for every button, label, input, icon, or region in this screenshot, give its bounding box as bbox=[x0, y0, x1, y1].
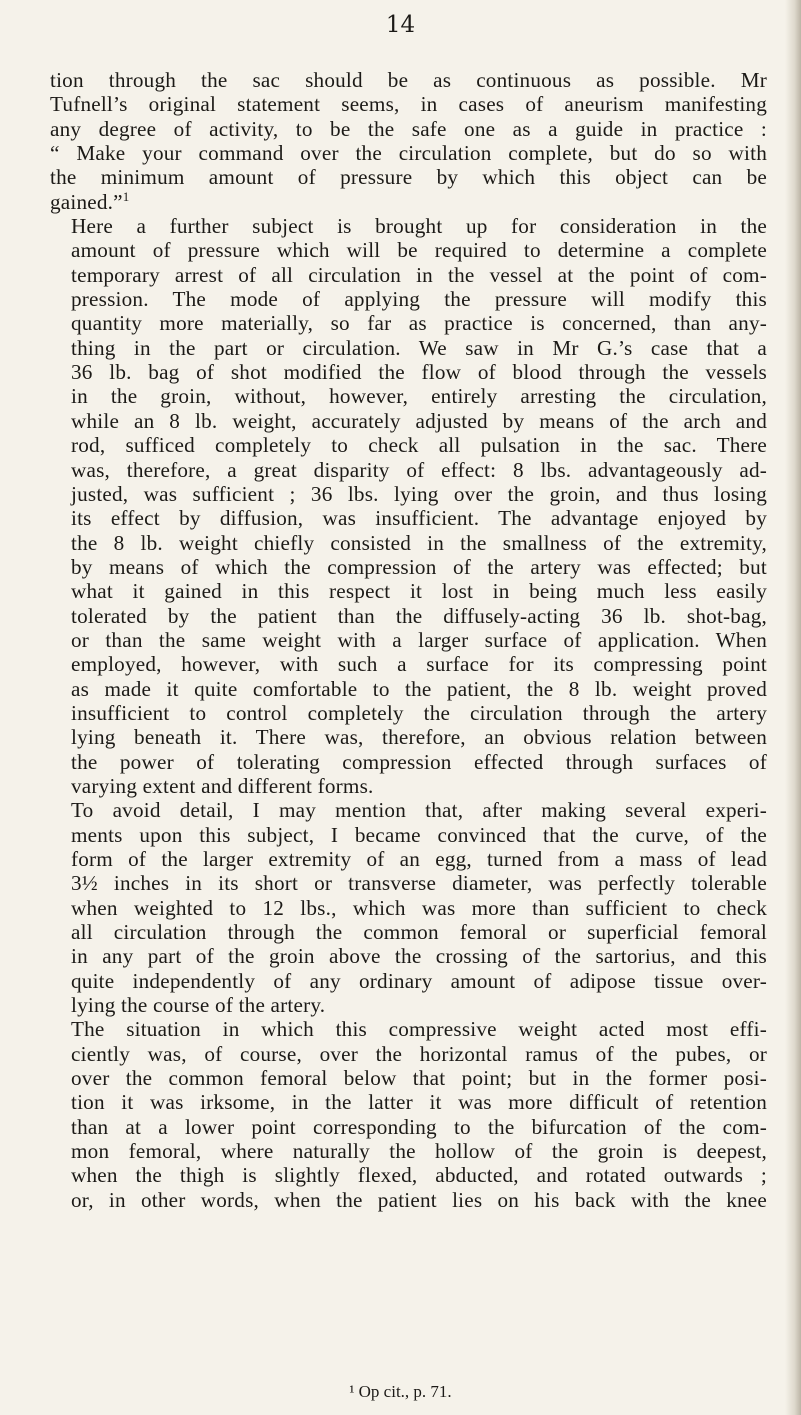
text-line: amount of pressure which will be required to determine a complete bbox=[71, 238, 767, 263]
text-line: To avoid detail, I may mention that, after making several experi- bbox=[71, 798, 767, 823]
paragraph-2 bbox=[50, 214, 767, 798]
text-line: the minimum amount of pressure by which this object can be bbox=[50, 165, 767, 190]
text-line: when weighted to 12 lbs., which was more than sufficient to check bbox=[71, 895, 767, 920]
text-line: varying extent and different forms. bbox=[71, 773, 374, 798]
text-line: the power of tolerating compression effected through surfaces of bbox=[71, 749, 767, 774]
text-line: or than the same weight with a larger surface of application. When bbox=[71, 627, 767, 652]
text-line: than at a lower point corresponding to the bifurcation of the com- bbox=[71, 1114, 767, 1139]
text-line: ciently was, of course, over the horizontal ramus of the pubes, or bbox=[71, 1041, 767, 1066]
text-line: form of the larger extremity of an egg, turned from a mass of lead bbox=[71, 847, 767, 871]
text-line: thing in the part or circulation. We saw in Mr G.’s case that a bbox=[71, 335, 767, 360]
text-line: the 8 lb. weight chiefly consisted in the smallness of the extremity, bbox=[71, 530, 767, 555]
text-line: mon femoral, where naturally the hollow of the groin is deepest, bbox=[71, 1139, 767, 1164]
text-line-with-footnote bbox=[50, 190, 767, 214]
text-line: insufficient to control completely the circulation through the artery bbox=[71, 700, 767, 725]
page-edge-shadow bbox=[785, 0, 801, 1415]
text-line: Here a further subject is brought up for consideration in the bbox=[71, 214, 767, 239]
text-line: rod, sufficed completely to check all pulsation in the sac. There bbox=[71, 433, 767, 458]
text-line: when the thigh is slightly flexed, abducted, and rotated outwards ; bbox=[71, 1163, 767, 1188]
text-line: any degree of activity, to be the safe one as a guide in practice : bbox=[50, 116, 767, 141]
text-line: lying beneath it. There was, therefore, an obvious relation between bbox=[71, 725, 767, 750]
text-line: pression. The mode of applying the pressure will modify this bbox=[71, 287, 767, 312]
text-line: tion through the sac should be as continuous as possible. Mr bbox=[50, 68, 767, 92]
paragraph-4 bbox=[50, 1017, 767, 1212]
text-line: ments upon this subject, I became convinced that the curve, of the bbox=[71, 822, 767, 847]
text-line: 3½ inches in its short or transverse diameter, was perfectly tolerable bbox=[71, 871, 767, 896]
text-line: tion it was irksome, in the latter it was more difficult of retention bbox=[71, 1090, 767, 1115]
footnote: ¹ Op cit., p. 71. bbox=[349, 1382, 452, 1401]
text-line: quantity more materially, so far as practice is concerned, than any- bbox=[71, 311, 767, 336]
paragraph-1 bbox=[50, 68, 767, 214]
text-line: 36 lb. bag of shot modified the flow of blood through the vessels bbox=[71, 360, 767, 385]
text-line: over the common femoral below that point; but in the former posi- bbox=[71, 1066, 767, 1091]
body-text bbox=[50, 68, 767, 1212]
paragraph-3 bbox=[50, 798, 767, 1017]
footnote-marker: 1 bbox=[122, 188, 130, 204]
text-line: or, in other words, when the patient lies on his back with the knee bbox=[71, 1187, 767, 1212]
text-line: Tufnell’s original statement seems, in cases of aneurism manifesting bbox=[50, 92, 767, 117]
text-line: justed, was sufficient ; 36 lbs. lying over the groin, and thus losing bbox=[71, 481, 767, 506]
text-line: by means of which the compression of the artery was effected; but bbox=[71, 554, 767, 579]
text-line: while an 8 lb. weight, accurately adjusted by means of the arch and bbox=[71, 408, 767, 433]
text-line: was, therefore, a great disparity of effect: 8 lbs. advantageously ad- bbox=[71, 457, 767, 482]
text-line: as made it quite comfortable to the patient, the 8 lb. weight proved bbox=[71, 676, 767, 701]
text-line: in any part of the groin above the crossing of the sartorius, and this bbox=[71, 944, 767, 969]
text-line: “ Make your command over the circulation complete, but do so with bbox=[50, 141, 767, 166]
text-line: temporary arrest of all circulation in the vessel at the point of com- bbox=[71, 262, 767, 287]
text-line: The situation in which this compressive weight acted most effi- bbox=[71, 1017, 767, 1042]
text-line: what it gained in this respect it lost in being much less easily bbox=[71, 579, 767, 604]
text-line: tolerated by the patient than the diffusely-acting 36 lb. shot-bag, bbox=[71, 603, 767, 628]
text-line: lying the course of the artery. bbox=[71, 993, 326, 1018]
text-line: all circulation through the common femoral or superficial femoral bbox=[71, 920, 767, 945]
text-line: its effect by diffusion, was insufficient. The advantage enjoyed by bbox=[71, 506, 767, 531]
text-line: quite independently of any ordinary amount of adipose tissue over- bbox=[71, 968, 767, 993]
text-line: gained.” bbox=[50, 189, 123, 214]
text-line: employed, however, with such a surface for its compressing point bbox=[71, 652, 767, 677]
page-number: 14 bbox=[385, 12, 416, 38]
text-line: in the groin, without, however, entirely arresting the circulation, bbox=[71, 384, 767, 409]
